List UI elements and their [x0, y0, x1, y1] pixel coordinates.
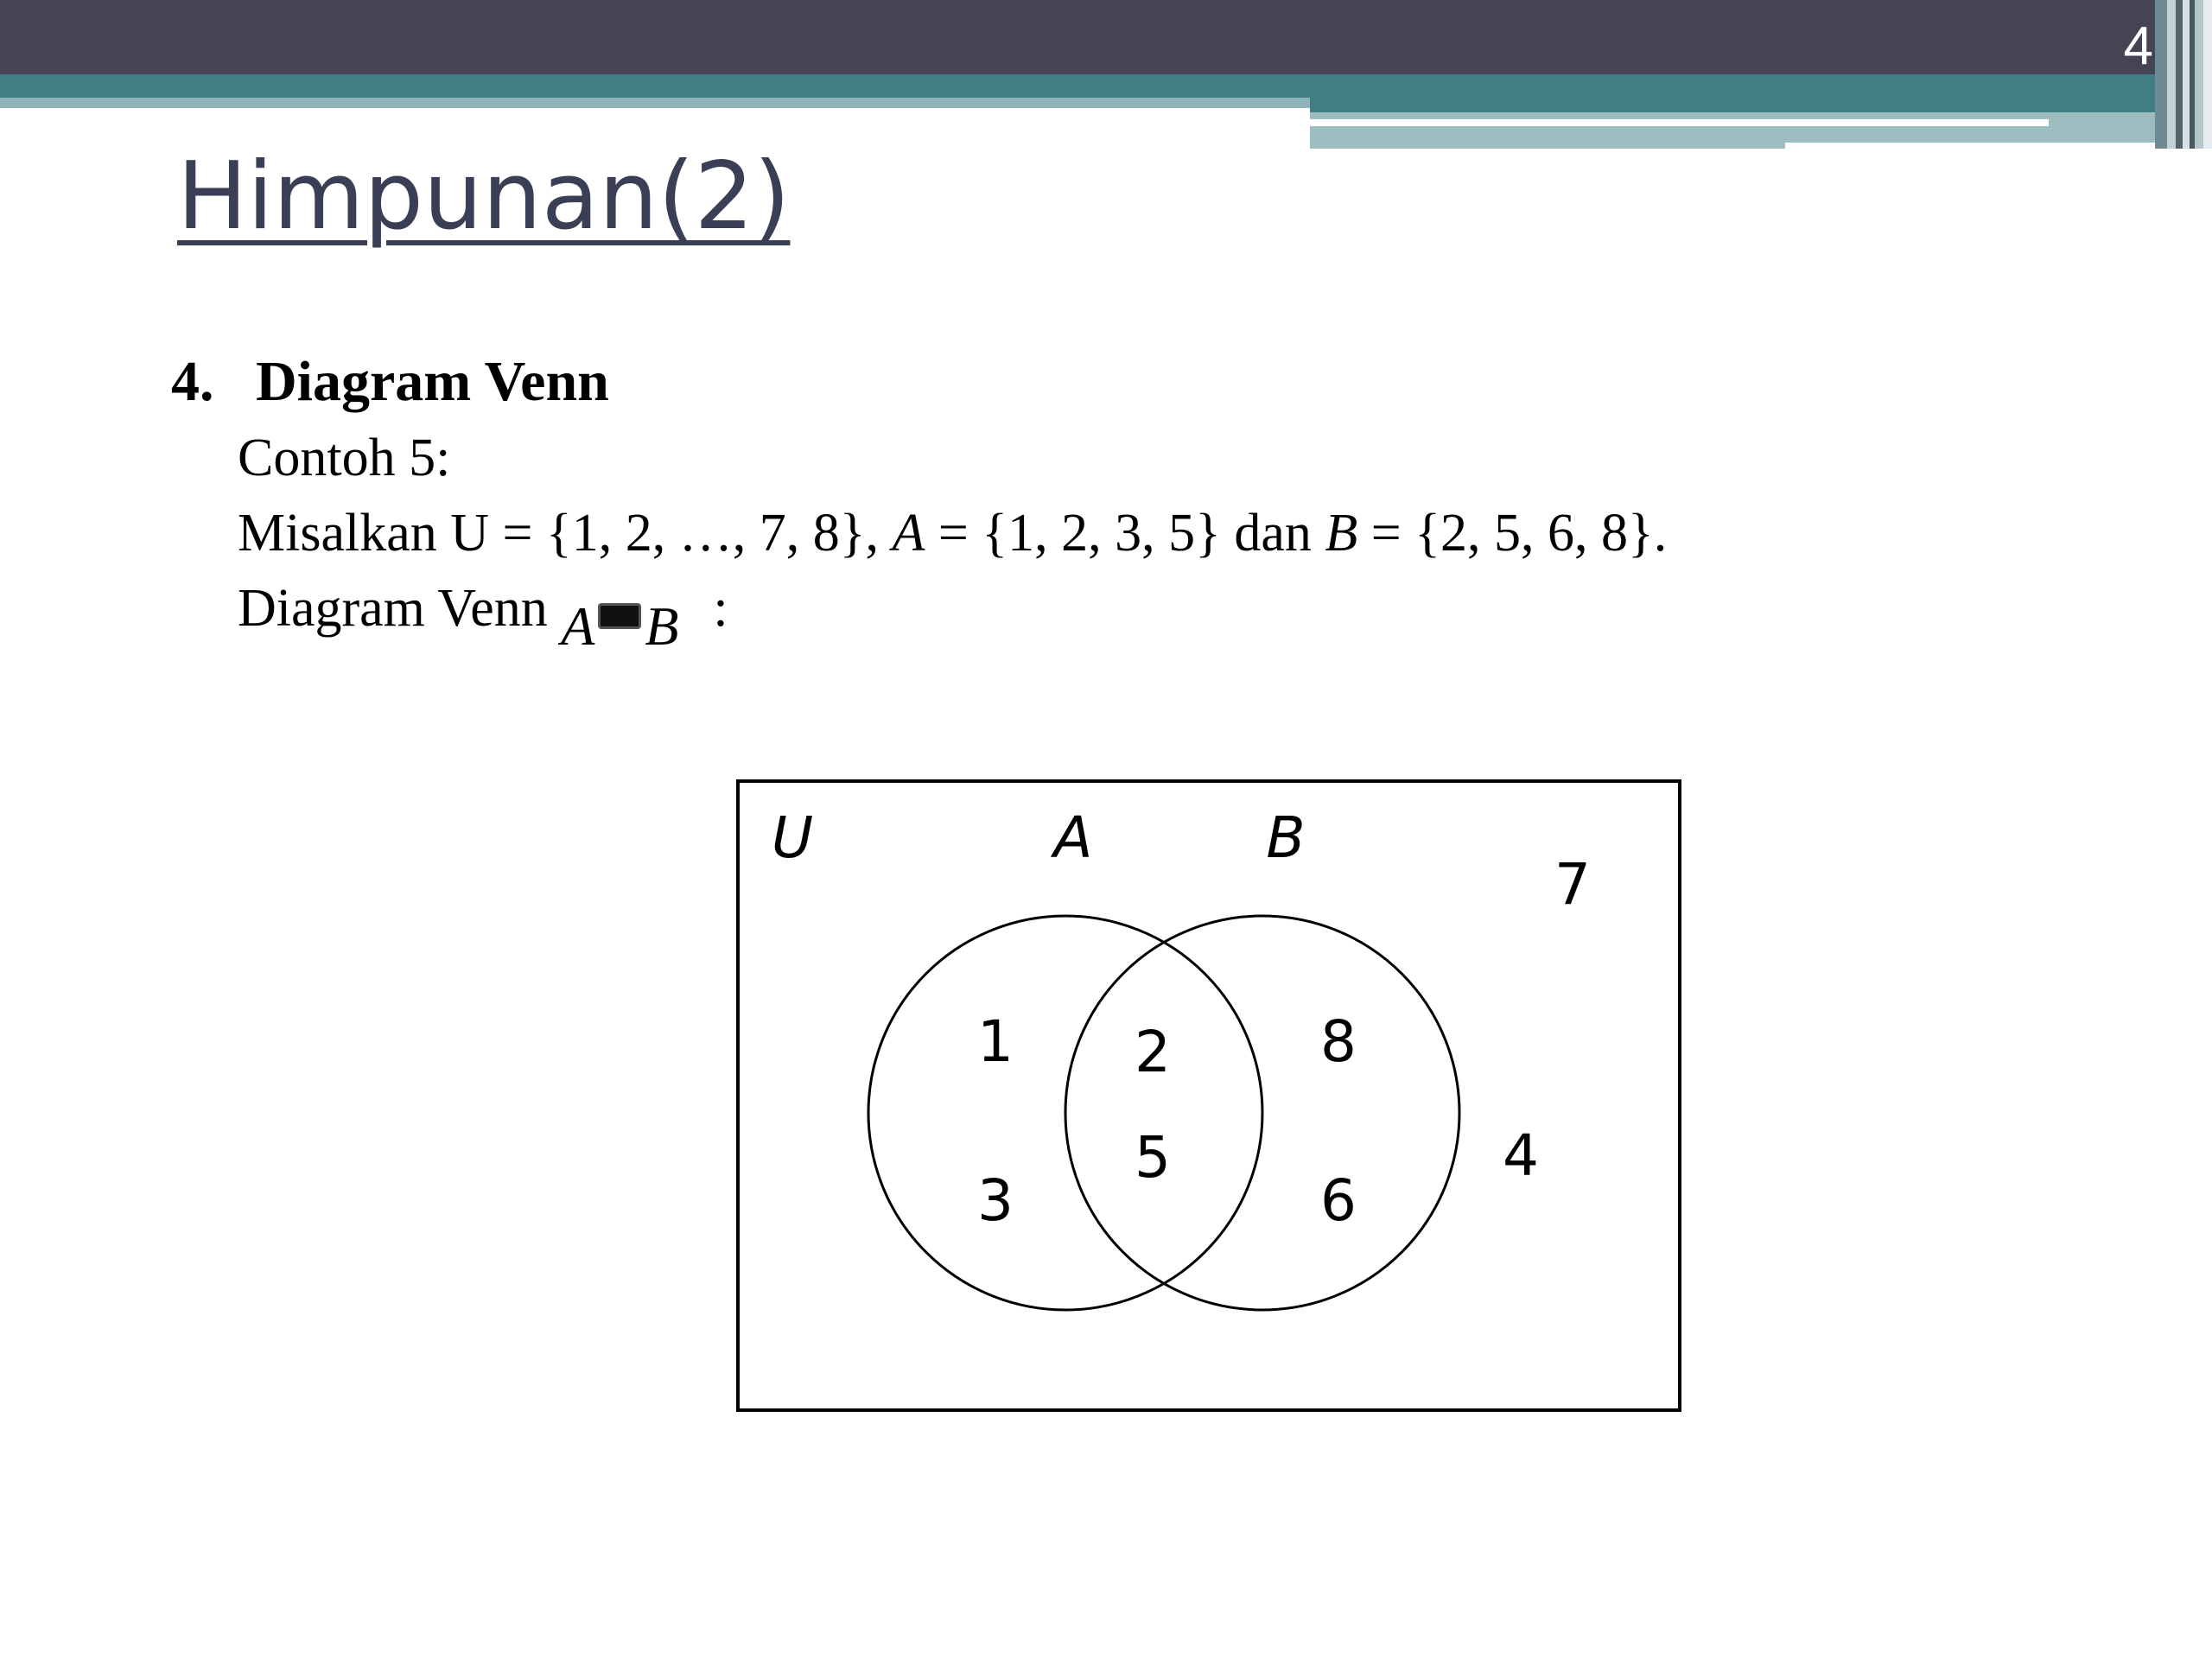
universe-rectangle — [738, 781, 1680, 1410]
element-only-b: 6 — [1320, 1167, 1357, 1234]
corner-stripe — [2176, 0, 2183, 149]
set-a-symbol: A — [892, 504, 925, 563]
element-intersection: 5 — [1135, 1124, 1171, 1191]
set-definition — [238, 499, 1667, 568]
element-intersection: 2 — [1135, 1019, 1171, 1085]
operator-symbol-icon — [598, 603, 641, 629]
slide-number: 4 — [2123, 16, 2153, 76]
example-label: Contoh 5: — [238, 429, 451, 487]
accent-line — [1310, 119, 2049, 126]
element-only-b: 8 — [1320, 1008, 1357, 1075]
set-definition-part-1: Misalkan U = {1, 2, …, 7, 8}, — [238, 504, 893, 563]
set-b-symbol: B — [1325, 504, 1358, 563]
corner-stripe — [2155, 0, 2167, 149]
caption-set-a: A — [561, 595, 595, 657]
set-b-label: B — [1266, 804, 1306, 871]
corner-stripe — [2183, 0, 2190, 149]
venn-diagram — [736, 779, 1683, 1415]
caption-set-b: B — [645, 595, 679, 657]
element-only-a: 1 — [977, 1008, 1014, 1075]
set-definition-part-3: = {2, 5, 6, 8}. — [1357, 504, 1668, 563]
top-bar — [0, 0, 2212, 74]
corner-stripe — [2203, 0, 2212, 149]
section-title: Diagram Venn — [256, 350, 609, 413]
element-outside: 4 — [1503, 1122, 1539, 1189]
section-number: 4. — [171, 350, 214, 413]
slide-title: Himpunan(2) — [177, 143, 791, 251]
element-only-a: 3 — [977, 1167, 1014, 1234]
accent-band-left — [0, 74, 1310, 98]
corner-stripe — [2195, 0, 2203, 149]
venn-caption-label: Diagram Venn — [238, 579, 562, 638]
set-a-label: A — [1053, 804, 1093, 871]
corner-stripe — [2167, 0, 2176, 149]
caption-colon: : — [713, 579, 728, 638]
set-definition-part-2: = {1, 2, 3, 5} dan — [925, 504, 1325, 563]
element-outside: 7 — [1554, 851, 1591, 918]
accent-band-left-light — [0, 98, 1310, 108]
venn-caption — [238, 574, 728, 661]
universe-label: U — [771, 804, 814, 871]
accent-line-2 — [1785, 143, 2174, 149]
accent-band-right — [1310, 74, 2174, 112]
section-heading — [171, 346, 609, 418]
